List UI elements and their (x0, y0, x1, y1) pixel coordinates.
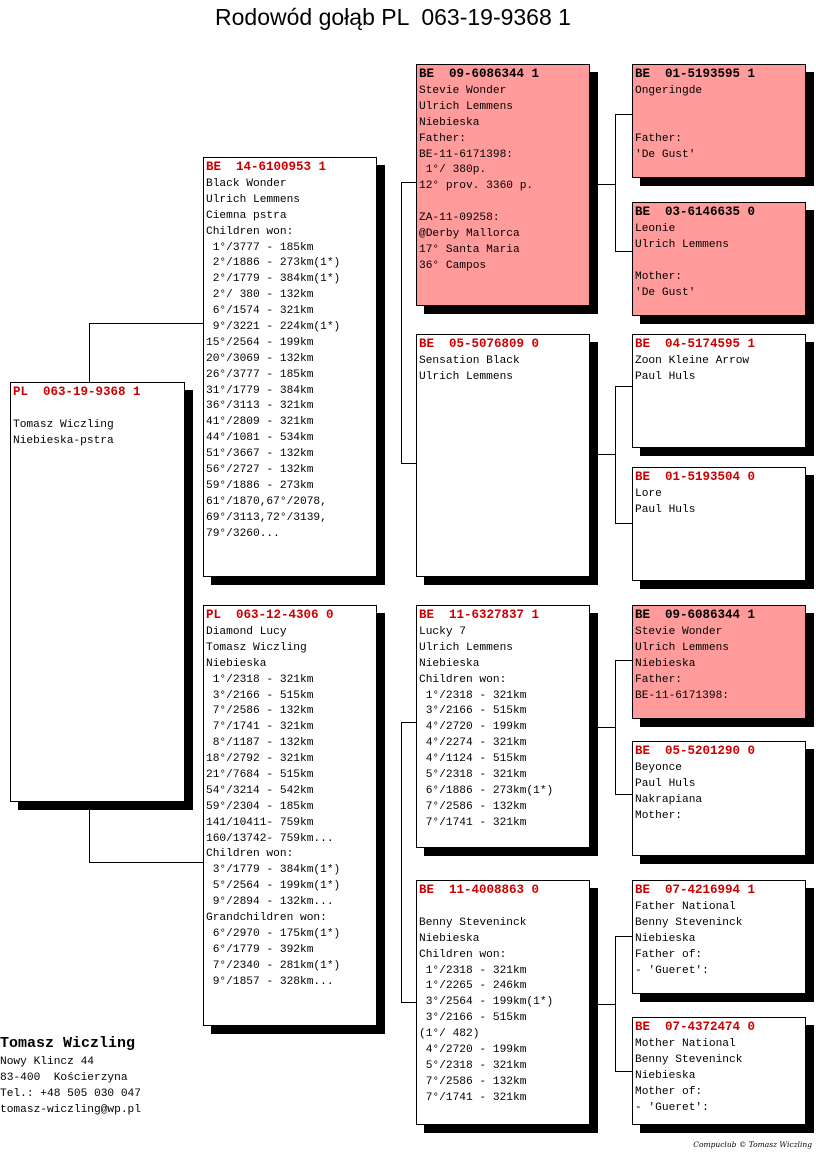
pigeon-card-dam-sire (416, 605, 590, 848)
pigeon-info-line: 3°/2166 - 515km (206, 689, 314, 702)
pigeon-info-line: Children won: (206, 848, 294, 861)
ring-number: BE 05-5201290 0 (635, 744, 756, 758)
pigeon-info-line: 1°/2318 - 321km (419, 964, 527, 977)
pigeon-info-line: - 'Gueret': (635, 1101, 709, 1114)
ring-number: BE 03-6146635 0 (635, 205, 756, 219)
pigeon-info-line: 3°/2166 - 515km (419, 705, 527, 718)
pigeon-info-line: Stevie Wonder (635, 626, 723, 638)
pigeon-info (419, 900, 587, 1107)
connector-line (615, 660, 616, 795)
pigeon-info-line: 2°/ 380 - 132km (206, 289, 314, 302)
pigeon-info-line: Tomasz Wiczling (13, 418, 114, 431)
pigeon-info-line: 44°/1081 - 534km (206, 432, 314, 445)
pigeon-info-line: (1°/ 482) (419, 1028, 480, 1041)
connector-line (401, 182, 417, 183)
connector-line (401, 463, 417, 464)
pigeon-card-g4-5 (632, 605, 806, 719)
pigeon-info-line (635, 254, 803, 270)
pigeon-info-line: @Derby Mallorca (419, 228, 520, 241)
pigeon-info-line: 7°/1741 - 321km (206, 721, 314, 734)
ring-number: BE 05-5076809 0 (419, 337, 540, 351)
pigeon-info-line (635, 116, 803, 132)
pigeon-info-line: Niebieska (419, 932, 480, 945)
pigeon-info-line: Niebieska (635, 932, 696, 945)
pigeon-info-line: Benny Steveninck (419, 916, 527, 929)
pigeon-info-line: 'De Gust' (635, 148, 696, 161)
pigeon-info-line: 1°/2318 - 321km (419, 689, 527, 702)
pigeon-card-g4-8 (632, 1017, 806, 1125)
pigeon-info-line: 51°/3667 - 132km (206, 448, 314, 461)
pigeon-info-line (635, 100, 803, 116)
pigeon-info-line: Paul Huls (635, 503, 696, 516)
pigeon-info-line: Benny Steveninck (635, 1053, 743, 1066)
breeder-city-line: 83-400 Kościerzyna (0, 1072, 128, 1084)
pigeon-info-line: Nakrapiana (635, 793, 703, 806)
pigeon-info-line: Lore (635, 488, 662, 500)
connector-line (615, 794, 632, 795)
pigeon-info-line: 18°/2792 - 321km (206, 753, 314, 766)
page-title: Rodowód gołąb PL 063-19-9368 1 (215, 4, 571, 30)
pigeon-info (206, 625, 374, 990)
connector-line (401, 722, 417, 723)
pigeon-card-sire-sire (416, 64, 590, 306)
pigeon-card-g4-3 (632, 334, 806, 448)
ring-number: PL 063-12-4306 0 (206, 608, 334, 622)
pigeon-info-line: BE-11-6171398: (635, 689, 729, 702)
pigeon-info-line: Ciemna pstra (206, 209, 287, 222)
connector-line (615, 660, 632, 661)
pigeon-info-line: Diamond Lucy (206, 626, 287, 638)
pigeon-info-line: Father of: (635, 948, 703, 961)
ring-number: BE 09-6086344 1 (635, 608, 756, 622)
pigeon-info (635, 487, 803, 519)
pigeon-info-line: - 'Gueret': (635, 964, 709, 977)
pigeon-info-line: Father: (635, 132, 682, 145)
pigeon-info-line (13, 402, 182, 418)
pigeon-info-line: Ulrich Lemmens (206, 193, 300, 206)
pigeon-info-line: 2°/1886 - 273km(1*) (206, 257, 341, 270)
pigeon-info-line: 6°/1886 - 273km(1*) (419, 784, 554, 797)
connector-line (89, 323, 204, 324)
pigeon-info-line: 9°/2894 - 132km... (206, 896, 334, 909)
pigeon-info-line: 17° Santa Maria (419, 243, 520, 256)
connector-line (598, 454, 615, 455)
connector-line (615, 1071, 632, 1072)
pigeon-info-line: Beyonce (635, 762, 682, 774)
ring-number: BE 11-6327837 1 (419, 608, 540, 622)
pigeon-info-line: Father National (635, 901, 736, 913)
pigeon-info-line: Zoon Kleine Arrow (635, 355, 750, 367)
pigeon-info-line: 4°/2720 - 199km (419, 721, 527, 734)
connector-line (598, 727, 615, 728)
connector-line (401, 182, 402, 464)
pigeon-info-line: Lucky 7 (419, 626, 466, 638)
pigeon-info-line: Children won: (419, 948, 507, 961)
pigeon-info-line: 7°/2340 - 281km(1*) (206, 959, 341, 972)
pigeon-info-line: Father: (419, 132, 466, 145)
connector-line (401, 722, 402, 1003)
pigeon-info-line: 141/10411- 759km (206, 816, 314, 829)
pigeon-info-line (419, 900, 587, 916)
pigeon-info-line: 12° prov. 3360 p. (419, 180, 534, 193)
pigeon-info-line: 79°/3260... (206, 527, 280, 540)
pigeon-info-line: Sensation Black (419, 355, 520, 367)
pigeon-info-line: 6°/1779 - 392km (206, 943, 314, 956)
breeder-phone: Tel.: +48 505 030 047 (0, 1088, 141, 1100)
pigeon-info-line: 3°/2166 - 515km (419, 1012, 527, 1025)
connector-line (89, 862, 204, 863)
pigeon-info-line: 1°/2265 - 246km (419, 980, 527, 993)
pigeon-info-line: 7°/2586 - 132km (206, 705, 314, 718)
pigeon-info-line: Father: (635, 673, 682, 686)
pigeon-card-sire (203, 157, 377, 577)
pigeon-card-g4-4 (632, 467, 806, 581)
ring-number: BE 04-5174595 1 (635, 337, 756, 351)
pigeon-info-line: 'De Gust' (635, 286, 696, 299)
pigeon-info-line: 15°/2564 - 199km (206, 336, 314, 349)
pigeon-info-line: 7°/1741 - 321km (419, 1091, 527, 1104)
pigeon-info-line: Mother: (635, 809, 682, 822)
pigeon-info-line: 8°/1187 - 132km (206, 737, 314, 750)
pigeon-info-line: Children won: (206, 225, 294, 238)
pigeon-info (635, 1037, 803, 1116)
connector-line (598, 184, 615, 185)
pigeon-info (635, 761, 803, 825)
pigeon-info-line: 26°/3777 - 185km (206, 368, 314, 381)
pigeon-info-line: Black Wonder (206, 178, 287, 190)
ring-number: BE 11-4008863 0 (419, 883, 540, 897)
pigeon-info-line: Ulrich Lemmens (635, 641, 729, 654)
pigeon-info (419, 84, 587, 275)
connector-line (615, 114, 616, 252)
pigeon-info-line: 160/13742- 759km... (206, 832, 334, 845)
pigeon-card-dam (203, 605, 377, 1026)
pigeon-info (635, 84, 803, 163)
pigeon-info-line: Niebieska (419, 116, 480, 129)
pigeon-info-line: Ulrich Lemmens (419, 100, 513, 113)
pigeon-info-line: 9°/1857 - 328km... (206, 975, 334, 988)
breeder-address-line: Nowy Klincz 44 (0, 1056, 94, 1068)
pigeon-info-line: 7°/2586 - 132km (419, 800, 527, 813)
pigeon-info-line: 59°/2304 - 185km (206, 800, 314, 813)
connector-line (615, 936, 632, 937)
pigeon-info-line: Benny Steveninck (635, 916, 743, 929)
pigeon-info-line: 5°/2318 - 321km (419, 1059, 527, 1072)
pigeon-card-g4-7 (632, 880, 806, 994)
pigeon-info-line (419, 195, 587, 211)
pigeon-info-line: Children won: (419, 673, 507, 686)
pigeon-info-line: Grandchildren won: (206, 912, 327, 925)
pigeon-info-line: Ulrich Lemmens (635, 238, 729, 251)
ring-number: BE 07-4372474 0 (635, 1020, 756, 1034)
pigeon-info-line: Niebieska (635, 1069, 696, 1082)
pigeon-info-line: Ulrich Lemmens (419, 641, 513, 654)
pigeon-info-line: 7°/2586 - 132km (419, 1075, 527, 1088)
connector-line (401, 1002, 417, 1003)
pigeon-info-line: 36° Campos (419, 259, 487, 272)
pigeon-info-line: 5°/2564 - 199km(1*) (206, 880, 341, 893)
pigeon-info-line: 6°/1574 - 321km (206, 305, 314, 318)
pigeon-info-line: Leonie (635, 223, 676, 235)
pigeon-info-line: 20°/3069 - 132km (206, 352, 314, 365)
pigeon-info (635, 222, 803, 301)
ring-number: BE 09-6086344 1 (419, 67, 540, 81)
pigeon-info-line: Ulrich Lemmens (419, 370, 513, 383)
pigeon-info-line: 41°/2809 - 321km (206, 416, 314, 429)
pigeon-info (206, 177, 374, 542)
pigeon-info-line: 59°/1886 - 273km (206, 479, 314, 492)
pigeon-info (635, 900, 803, 979)
breeder-name: Tomasz Wiczling (0, 1035, 136, 1052)
pigeon-info-line: 4°/2274 - 321km (419, 737, 527, 750)
ring-number: BE 14-6100953 1 (206, 160, 327, 174)
pigeon-card-g4-2 (632, 202, 806, 316)
pigeon-info-line: BE-11-6171398: (419, 148, 513, 161)
pigeon-info-line: 5°/2318 - 321km (419, 769, 527, 782)
pigeon-info-line: Niebieska (206, 657, 267, 670)
pigeon-info-line: 3°/1779 - 384km(1*) (206, 864, 341, 877)
pigeon-info (635, 354, 803, 386)
ring-number: BE 01-5193595 1 (635, 67, 756, 81)
pigeon-card-sire-dam (416, 334, 590, 577)
pigeon-info (13, 402, 182, 450)
pigeon-card-g4-6 (632, 741, 806, 856)
pigeon-info (635, 625, 803, 704)
connector-line (615, 386, 632, 387)
pigeon-info-line: 61°/1870,67°/2078, (206, 495, 327, 508)
connector-line (615, 523, 632, 524)
pigeon-info-line: Paul Huls (635, 370, 696, 383)
connector-line (615, 386, 616, 524)
pigeon-info-line: 56°/2727 - 132km (206, 464, 314, 477)
pigeon-info-line: 1°/ 380p. (419, 164, 487, 177)
pigeon-info-line: 31°/1779 - 384km (206, 384, 314, 397)
pigeon-info-line: 1°/3777 - 185km (206, 241, 314, 254)
pigeon-info-line: 2°/1779 - 384km(1*) (206, 273, 341, 286)
connector-line (615, 114, 632, 115)
pigeon-info-line: 1°/2318 - 321km (206, 673, 314, 686)
pigeon-info-line: 4°/1124 - 515km (419, 753, 527, 766)
pigeon-card-g4-1 (632, 64, 806, 178)
pigeon-info-line: Mother: (635, 270, 682, 283)
ring-number: BE 07-4216994 1 (635, 883, 756, 897)
pigeon-card-subject (10, 382, 185, 802)
software-credit: Compuclub © Tomasz Wiczling (693, 1140, 812, 1149)
pigeon-info-line: 21°/7684 - 515km (206, 769, 314, 782)
pigeon-info-line: Mother National (635, 1038, 736, 1050)
pigeon-info (419, 354, 587, 386)
pigeon-info-line: Tomasz Wiczling (206, 641, 307, 654)
breeder-info (0, 1034, 141, 1118)
pigeon-info-line: Paul Huls (635, 777, 696, 790)
connector-line (598, 1004, 615, 1005)
pigeon-info-line: 9°/3221 - 224km(1*) (206, 321, 341, 334)
pigeon-info-line: Niebieska (635, 657, 696, 670)
pigeon-info-line: Mother of: (635, 1085, 703, 1098)
pigeon-info (419, 625, 587, 832)
pigeon-info-line: 7°/1741 - 321km (419, 816, 527, 829)
ring-number: BE 01-5193504 0 (635, 470, 756, 484)
ring-number: PL 063-19-9368 1 (13, 385, 141, 399)
pigeon-info-line: 54°/3214 - 542km (206, 784, 314, 797)
connector-line (615, 251, 632, 252)
pigeon-info-line: 4°/2720 - 199km (419, 1044, 527, 1057)
pigeon-info-line: Niebieska-pstra (13, 434, 114, 447)
pigeon-info-line: 36°/3113 - 321km (206, 400, 314, 413)
pigeon-info-line: 6°/2970 - 175km(1*) (206, 927, 341, 940)
connector-line (615, 936, 616, 1072)
pigeon-card-dam-dam (416, 880, 590, 1125)
pigeon-info-line: Stevie Wonder (419, 85, 507, 97)
pigeon-info-line: 3°/2564 - 199km(1*) (419, 996, 554, 1009)
pigeon-info-line: ZA-11-09258: (419, 212, 500, 225)
pigeon-info-line: Ongeringde (635, 85, 703, 97)
pigeon-info-line: 69°/3113,72°/3139, (206, 511, 327, 524)
pigeon-info-line: Niebieska (419, 657, 480, 670)
breeder-email: tomasz-wiczling@wp.pl (0, 1104, 141, 1116)
